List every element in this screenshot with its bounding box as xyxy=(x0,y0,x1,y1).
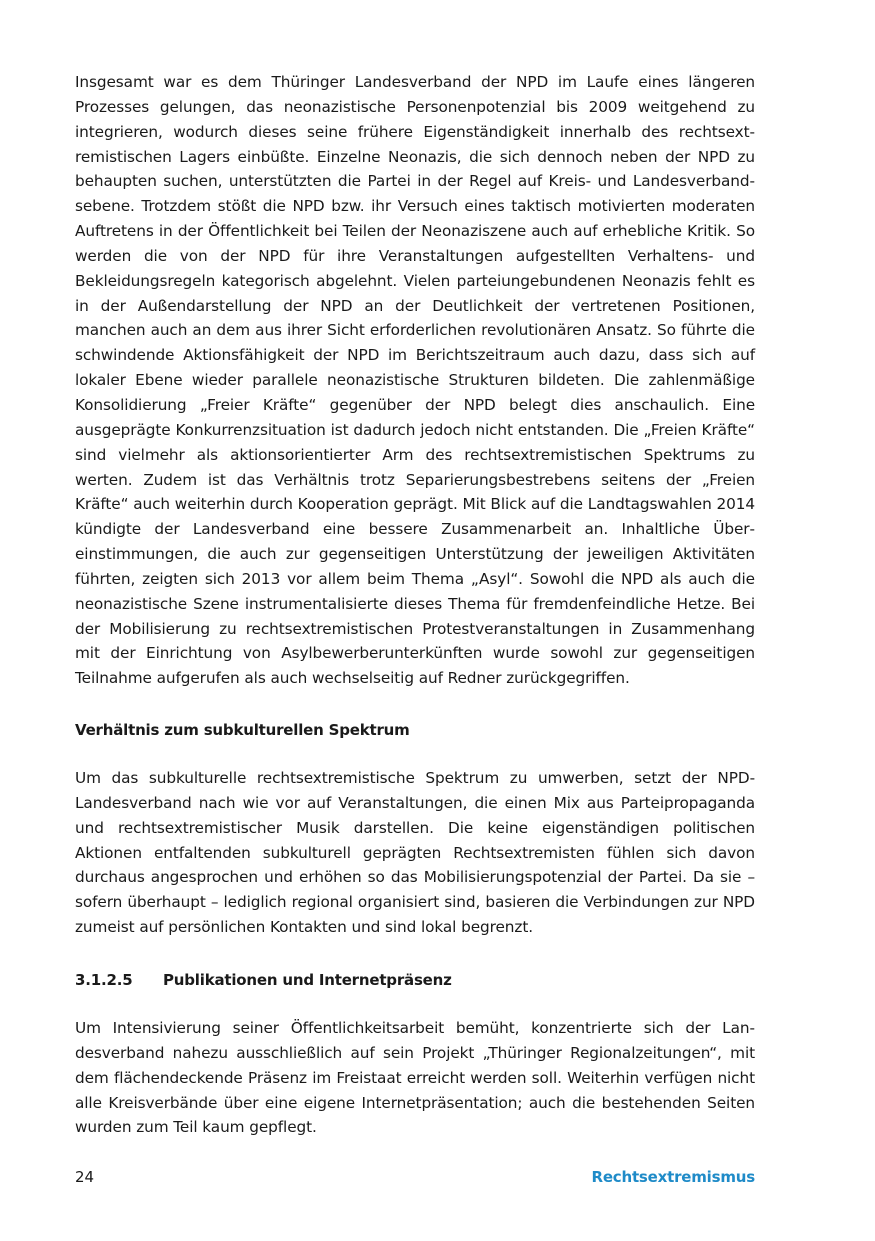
page-footer xyxy=(75,1168,755,1186)
section-title: Publikationen und Internetpräsenz xyxy=(163,971,452,989)
section-heading-publications xyxy=(75,968,452,992)
section-number: 3.1.2.5 xyxy=(75,971,133,989)
running-title: Rechtsextremismus xyxy=(591,1168,755,1186)
body-paragraph-publications: Um Intensivierung seiner Öffentlichkeitsarbeit bemüht, konzentrierte sich der Landesverband nahezu ausschließlich auf sein Projekt „Thüringer Regionalzeitungen“, mit dem flächendeckende Präsenz im Freistaat erreicht werden soll. Weiterhin verfügen nicht alle Kreisverbände über eine eigene Internetpräsentation; auch die bestehenden Seiten wurden zum Teil kaum gepflegt. xyxy=(75,1019,755,1137)
page-number: 24 xyxy=(75,1168,95,1186)
body-paragraph-subculture: Um das subkulturelle rechtsextremistische Spektrum zu umwerben, setzt der NPD-Landesverband nach wie vor auf Veranstaltungen, die einen Mix aus Parteipropaganda und rechtsextremistischer Musik darstellen. Die keine eigenständigen politischen Aktionen entfaltenden subkulturell geprägten Rechtsextremisten fühlen sich davon durchaus angesprochen und erhöhen so das Mobilisierungspotenzial der Partei. Da sie – sofern überhaupt – lediglich regional organisiert sind, basieren die Verbindungen zur NPD zumeist auf persönlichen Kontakten und sind lokal begrenzt. xyxy=(75,769,755,937)
body-paragraph-npd-integration: Insgesamt war es dem Thüringer Landesverband der NPD im Laufe eines längeren Prozesses gelungen, das neonazistische Personenpotenzial bis 2009 weitgehend zu integrieren, wodurch dieses seine frühere Eigenständigkeit innerhalb des rechtsextremistischen Lagers einbüßte. Einzelne Neonazis, die sich dennoch neben der NPD zu behaupten suchen, unterstützten die Partei in der Regel auf Kreis- und Landesverbandsebene. Trotzdem stößt die NPD bzw. ihr Versuch eines taktisch motivierten moderaten Auftretens in der Öffentlichkeit bei Teilen der Neonaziszene auch auf erhebliche Kritik. So werden die von der NPD für ihre Veranstaltungen aufgestellten Verhaltens- und Bekleidungsregeln kategorisch abgelehnt. Vielen parteiungebundenen Neonazis fehlt es in der Außendarstellung der NPD an der Deutlichkeit der vertretenen Positionen, manchen auch an dem aus ihrer Sicht erforderlichen revolutionären Ansatz. So führte die schwindende Aktionsfähigkeit der NPD im Berichtszeitraum auch dazu, dass sich auf lokaler Ebene wieder parallele neonazistische Strukturen bildeten. Die zahlenmäßige Konsolidierung „Freier Kräfte“ gegenüber der NPD belegt dies anschaulich. Eine ausgeprägte Konkurrenzsituation ist dadurch jedoch nicht entstanden. Die „Freien Kräfte“ sind vielmehr als aktionsorientierter Arm des rechtsextremistischen Spektrums zu werten. Zudem ist das Verhältnis trotz Separierungsbestrebens seitens der „Freien Kräfte“ auch weiterhin durch Kooperation geprägt. Mit Blick auf die Landtagswahlen 2014 kündigte der Landesverband eine bessere Zusammenarbeit an. Inhaltliche Übereinstimmungen, die auch zur gegenseitigen Unterstützung der jeweiligen Aktivitäten führten, zeigten sich 2013 vor allem beim Thema „Asyl“. Sowohl die NPD als auch die neonazistische Szene instrumentalisierte dieses Thema für fremdenfeindliche Hetze. Bei der Mobilisierung zu rechtsextremistischen Protestveranstaltungen in Zusammenhang mit der Einrichtung von Asylbewerberunterkünften wurde sowohl zur gegenseitigen Teilnahme aufgerufen als auch wechselseitig auf Redner zurückgegriffen. xyxy=(75,73,755,688)
section-heading-subculture: Verhältnis zum subkulturellen Spektrum xyxy=(75,721,410,739)
